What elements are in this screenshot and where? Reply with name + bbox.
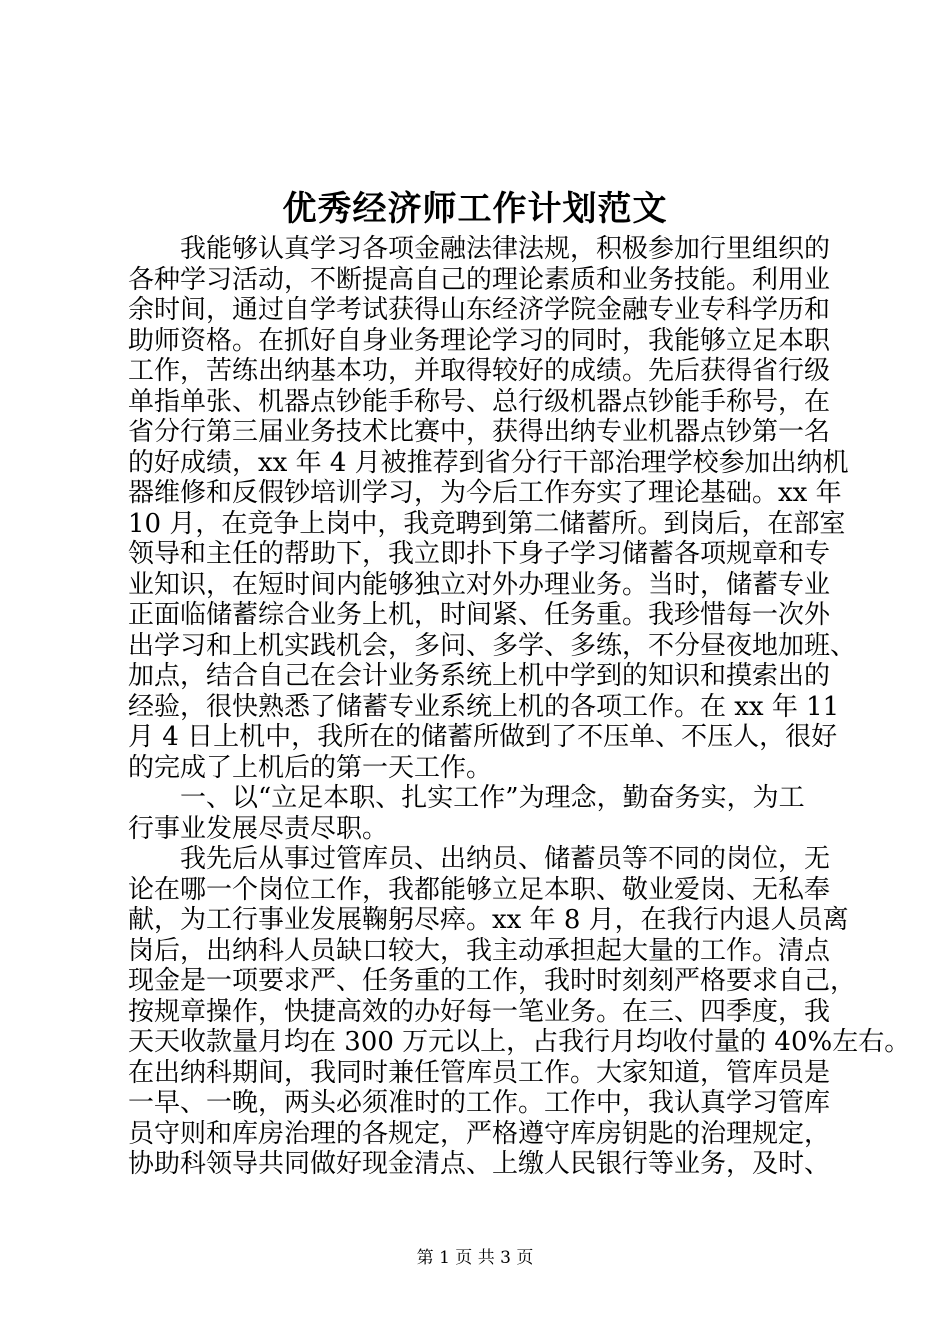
text-line: 月 4 日上机中，我所在的储蓄所做到了不压单、不压人，很好 <box>128 722 838 752</box>
text-line: 一早、一晚，两头必须准时的工作。工作中，我认真学习管库 <box>128 1088 831 1118</box>
text-line: 省分行第三届业务技术比赛中，获得出纳专业机器点钞第一名 <box>128 417 831 447</box>
page-footer: 第 1 页 共 3 页 <box>416 1248 534 1268</box>
text-line: 工作，苦练出纳基本功，并取得较好的成绩。先后获得省行级 <box>128 356 831 386</box>
text-line: 的好成绩，xx 年 4 月被推荐到省分行干部治理学校参加出纳机 <box>128 447 849 478</box>
text-line: 助师资格。在抓好自身业务理论学习的同时，我能够立足本职 <box>128 325 831 356</box>
text-line: 在出纳科期间，我同时兼任管库员工作。大家知道，管库员是 <box>128 1057 831 1088</box>
text-line: 现金是一项要求严、任务重的工作，我时时刻刻严格要求自己， <box>128 966 857 996</box>
text-line: 按规章操作，快捷高效的办好每一笔业务。在三、四季度，我 <box>128 996 831 1027</box>
text-line: 一、以“立足本职、扎实工作”为理念，勤奋务实，为工 <box>128 783 805 813</box>
text-line: 协助科领导共同做好现金清点、上缴人民银行等业务，及时、 <box>128 1149 831 1179</box>
text-line: 正面临储蓄综合业务上机，时间紧、任务重。我珍惜每一次外 <box>128 600 831 630</box>
text-line: 业知识，在短时间内能够独立对外办理业务。当时，储蓄专业 <box>128 569 831 600</box>
text-line: 加点，结合自己在会计业务系统上机中学到的知识和摸索出的 <box>128 661 831 691</box>
text-line: 器维修和反假钞培训学习，为今后工作夯实了理论基础。xx 年 <box>128 478 842 508</box>
text-line: 10 月，在竞争上岗中，我竞聘到第二储蓄所。到岗后，在部室 <box>128 508 846 539</box>
text-line: 员守则和库房治理的各规定，严格遵守库房钥匙的治理规定， <box>128 1118 831 1149</box>
body-text <box>128 234 911 1180</box>
text-line: 我先后从事过管库员、出纳员、储蓄员等不同的岗位，无 <box>128 844 831 874</box>
text-line: 经验，很快熟悉了储蓄专业系统上机的各项工作。在 xx 年 11 <box>128 691 840 722</box>
text-line: 领导和主任的帮助下，我立即扑下身子学习储蓄各项规章和专 <box>128 539 831 569</box>
text-line: 岗后，出纳科人员缺口较大，我主动承担起大量的工作。清点 <box>128 935 831 966</box>
text-line: 单指单张、机器点钞能手称号、总行级机器点钞能手称号，在 <box>128 386 831 417</box>
page-title: 优秀经济师工作计划范文 <box>282 189 668 229</box>
text-line: 行事业发展尽责尽职。 <box>128 813 389 844</box>
text-line: 论在哪一个岗位工作，我都能够立足本职、敬业爱岗、无私奉 <box>128 874 831 905</box>
text-line: 天天收款量月均在 300 万元以上，占我行月均收付量的 40%左右。 <box>128 1027 911 1057</box>
text-line: 我能够认真学习各项金融法律法规，积极参加行里组织的 <box>128 234 831 264</box>
text-line: 余时间，通过自学考试获得山东经济学院金融专业专科学历和 <box>128 295 831 325</box>
text-line: 各种学习活动，不断提高自己的理论素质和业务技能。利用业 <box>128 264 831 295</box>
text-line: 出学习和上机实践机会，多问、多学、多练，不分昼夜地加班、 <box>128 630 857 661</box>
text-line: 献，为工行事业发展鞠躬尽瘁。xx 年 8 月，在我行内退人员离 <box>128 905 849 935</box>
text-line: 的完成了上机后的第一天工作。 <box>128 752 493 783</box>
